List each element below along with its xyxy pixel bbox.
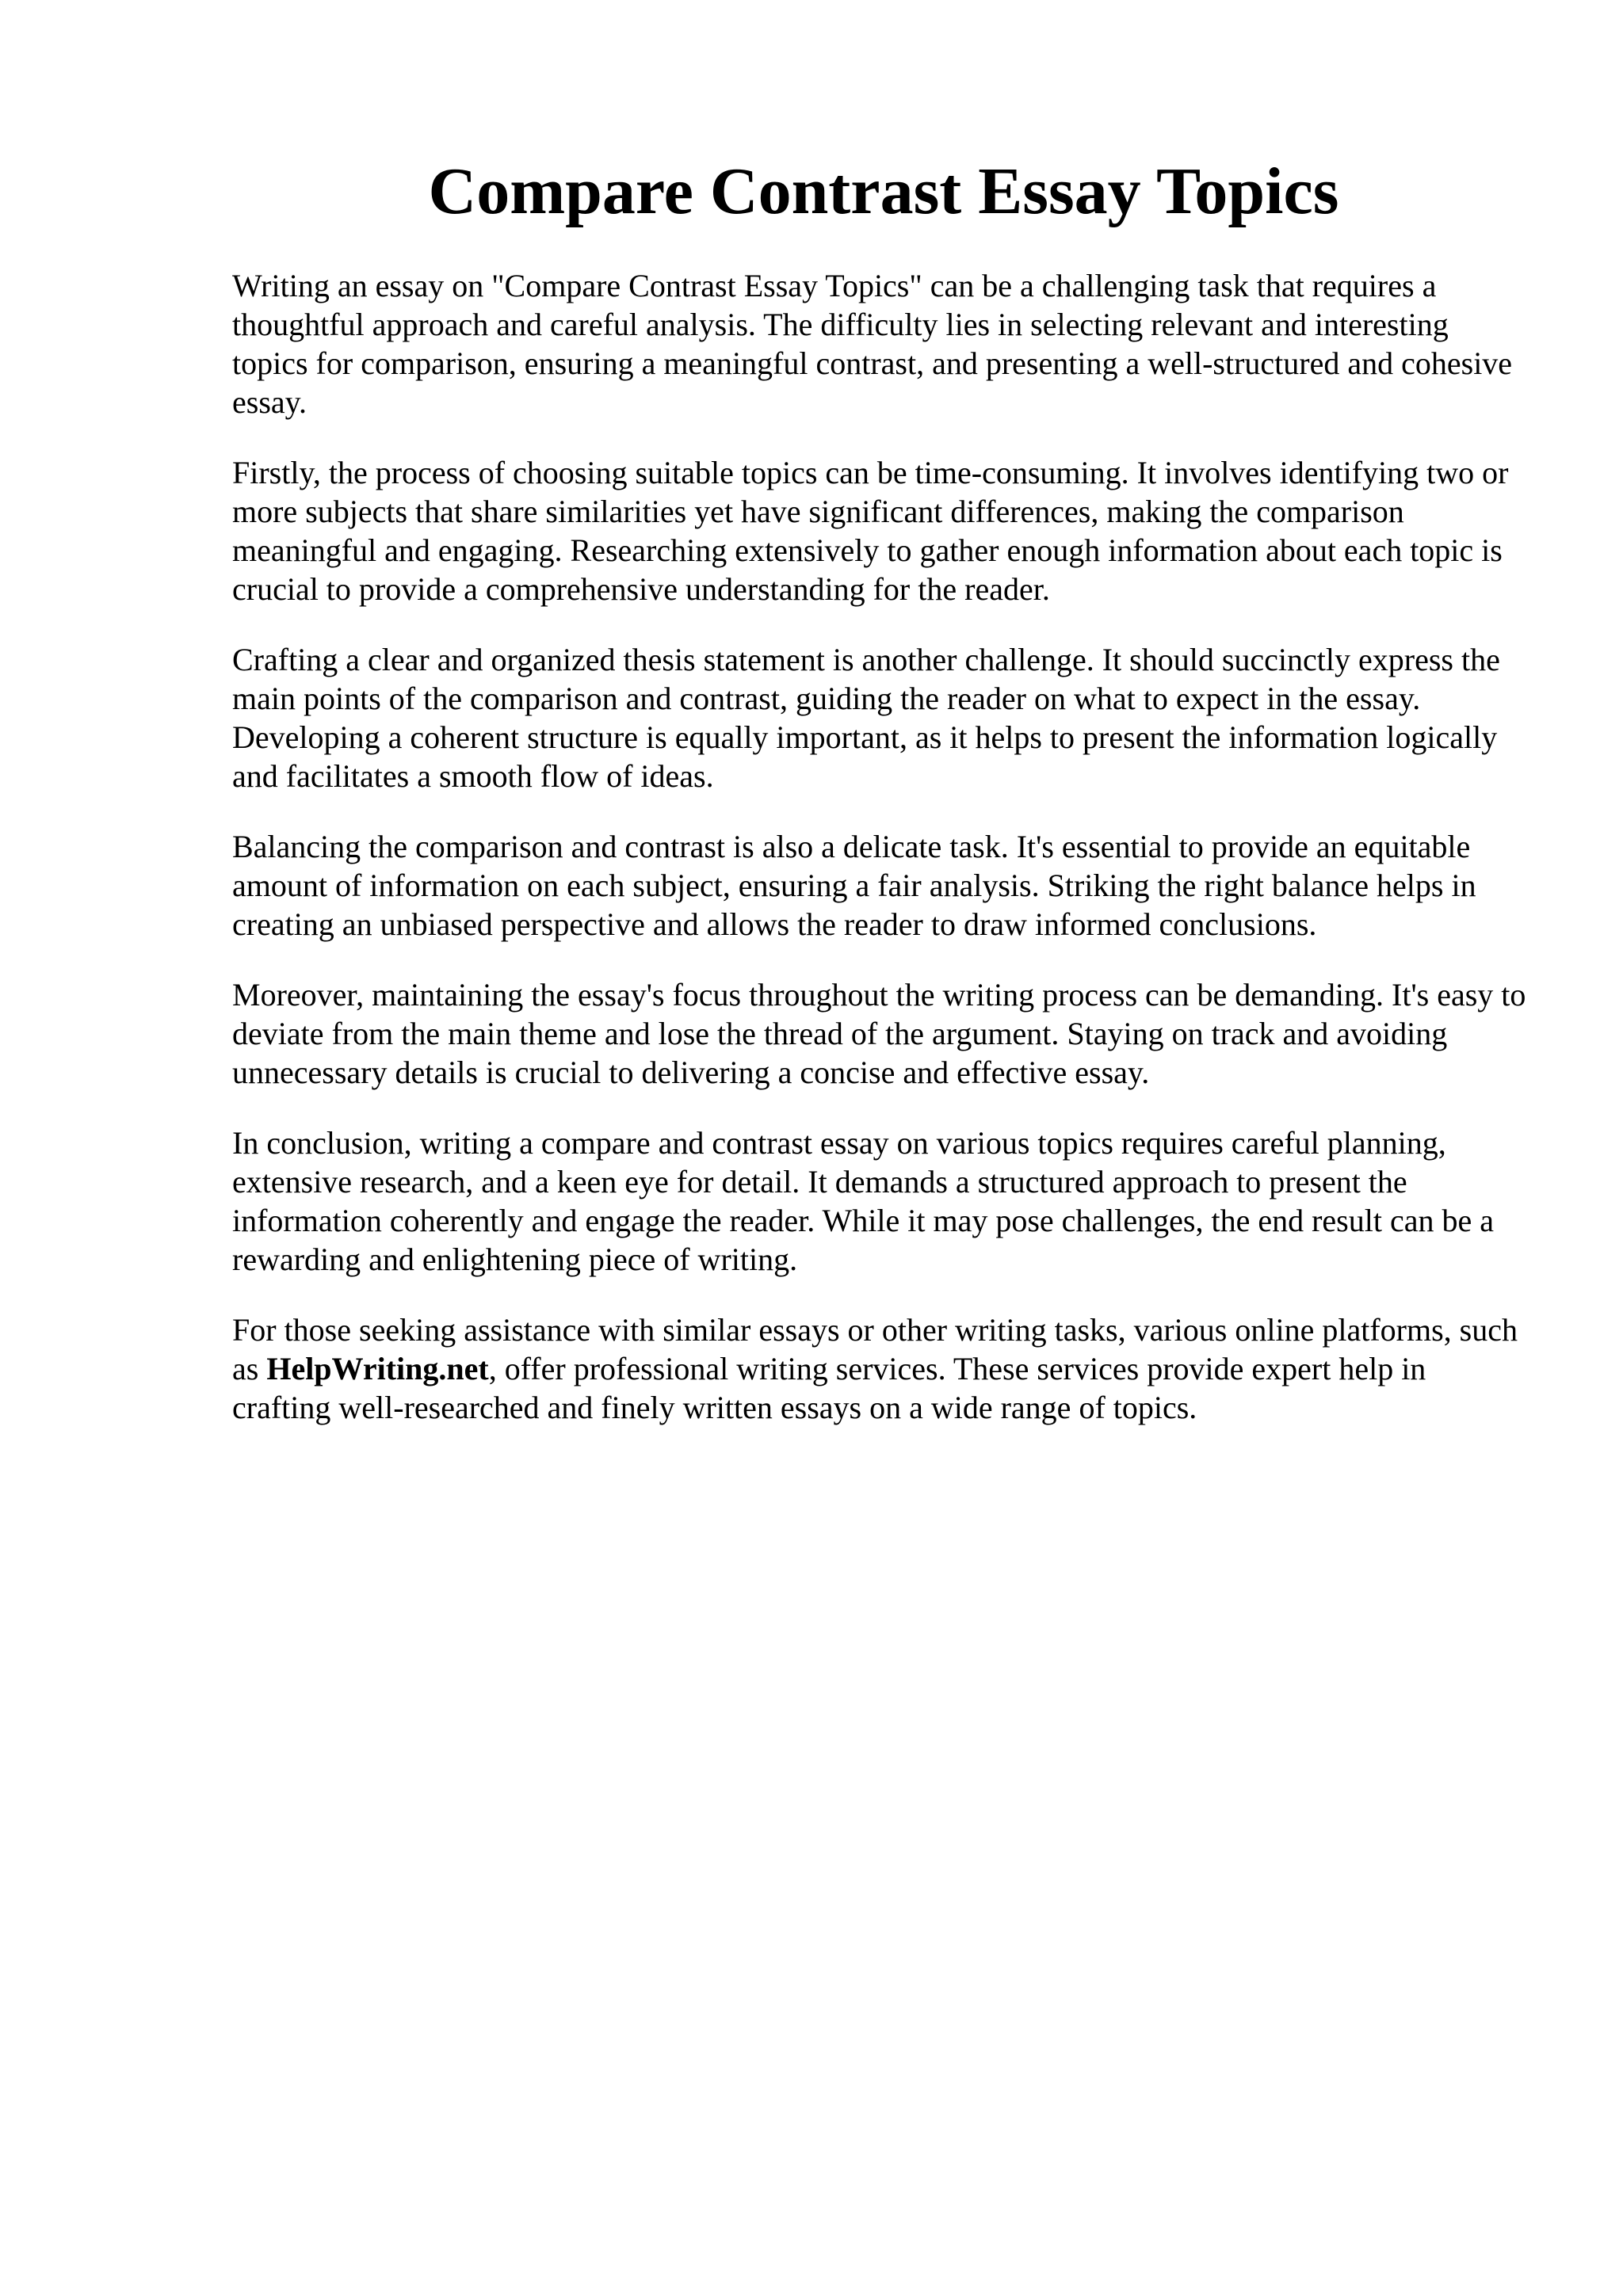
paragraph-thesis: Crafting a clear and organized thesis statement is another challenge. It should succinctly express the main points of the comparison and contrast, guiding the reader on what to expect in the essay. Developing a coherent structure is equally important, as it helps to present the information logically and facilitates a smooth flow of ideas. <box>232 642 1500 794</box>
paragraph-focus: Moreover, maintaining the essay's focus throughout the writing process can be demanding. It's easy to deviate from the main theme and lose the thread of the argument. Staying on track and avoiding unnecessary details is crucial to delivering a concise and effective essay. <box>232 977 1526 1090</box>
page-title: Compare Contrast Essay Topics <box>428 154 1339 228</box>
paragraph-balance: Balancing the comparison and contrast is also a delicate task. It's essential to provide an equitable amount of information on each subject, ensuring a fair analysis. Striking the right balance helps in creating an unbiased perspective and allows the reader to draw informed conclusions. <box>232 829 1476 942</box>
brand-link-helpwriting[interactable]: HelpWriting.net <box>266 1351 489 1386</box>
paragraph-intro: Writing an essay on "Compare Contrast Essay Topics" can be a challenging task that requires a thoughtful approach and careful analysis. The difficulty lies in selecting relevant and interesting topics for comparison, ensuring a meaningful contrast, and presenting a well-structured and cohesive essay. <box>232 268 1513 420</box>
paragraph-assistance <box>232 1310 1532 1427</box>
paragraph-conclusion: In conclusion, writing a compare and contrast essay on various topics requires careful planning, extensive research, and a keen eye for detail. It demands a structured approach to present the information coherently and engage the reader. While it may pose challenges, the end result can be a rewarding and enlightening piece of writing. <box>232 1125 1494 1277</box>
assistance-text-end: , offer professional writing services. These services provide expert help in crafting well-researched and finely written essays on a wide range of topics. <box>232 1351 1426 1425</box>
assistance-text-start: For those seeking assistance with similar essays or other writing tasks, various online platforms, such as <box>232 1312 1518 1386</box>
essay-body <box>232 266 1532 1459</box>
paragraph-choosing-topics: Firstly, the process of choosing suitable topics can be time-consuming. It involves identifying two or more subjects that share similarities yet have significant differences, making the comparison meaningful and engaging. Researching extensively to gather enough information about each topic is crucial to provide a comprehensive understanding for the reader. <box>232 455 1509 607</box>
